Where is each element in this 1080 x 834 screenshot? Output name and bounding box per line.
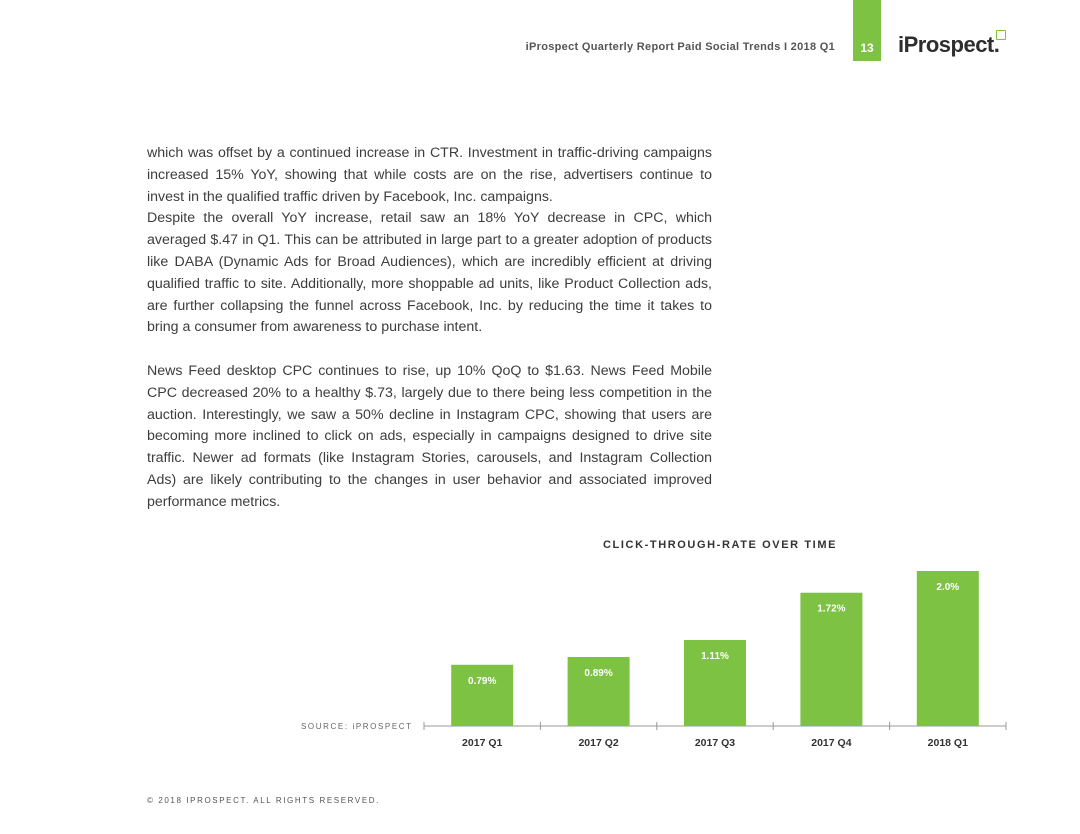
x-tick-label: 2018 Q1 (927, 737, 968, 749)
bar-5 (917, 571, 979, 726)
bar-value-label: 0.89% (584, 668, 613, 680)
x-tick-label: 2017 Q2 (578, 737, 619, 749)
x-tick-label: 2017 Q4 (811, 737, 852, 749)
bar-value-label: 2.0% (936, 582, 960, 593)
report-title: iProspect Quarterly Report Paid Social Trends I 2018 Q1 (525, 41, 835, 53)
copyright-footer: © 2018 IPROSPECT. ALL RIGHTS RESERVED. (147, 796, 380, 805)
bar-value-label: 1.72% (817, 603, 846, 615)
paragraph-1: which was offset by a continued increase in CTR. Investment in traffic-driving campaigns increased 15% YoY, showing that while costs are on the rise, advertisers continue to invest in the qualified traffic driven by Facebook, Inc. campaigns. (147, 145, 712, 205)
paragraph-3: News Feed desktop CPC continues to rise, up 10% QoQ to $1.63. News Feed Mobile CPC decreased 20% to a healthy $.73, largely due to there being less competition in the auction. Interestingly, we saw a 50% decline in Instagram CPC, showing that users are becoming more inclined to click on ads, especially in campaigns designed to drive site traffic. Newer ad formats (like Instagram Stories, carousels, and Instagram Collection Ads) are likely contributing to the changes in user behavior and associated improved performance metrics. (147, 362, 712, 510)
paragraph-2: Despite the overall YoY increase, retail saw an 18% YoY decrease in CPC, which averaged $.47 in Q1. This can be attributed in large part to a greater adoption of products like DABA (Dynamic Ads for Broad Audiences), which are incredibly efficient at driving qualified traffic to site. Additionally, more shoppable ad units, like Product Collection ads, are further collapsing the funnel across Facebook, Inc. by reducing the time it takes to bring a consumer from awareness to purchase intent. (147, 210, 712, 336)
source-label: SOURCE: iPROSPECT (301, 722, 413, 731)
logo: iProspect. (898, 32, 1000, 57)
page-number: 13 (860, 41, 874, 55)
x-tick-label: 2017 Q3 (694, 737, 736, 749)
chart-title: CLICK-THROUGH-RATE OVER TIME (603, 539, 838, 551)
bar-value-label: 1.11% (701, 650, 729, 662)
x-tick-label: 2017 Q1 (462, 737, 503, 749)
bar-1 (451, 665, 513, 726)
bar-value-label: 0.79% (468, 675, 497, 687)
